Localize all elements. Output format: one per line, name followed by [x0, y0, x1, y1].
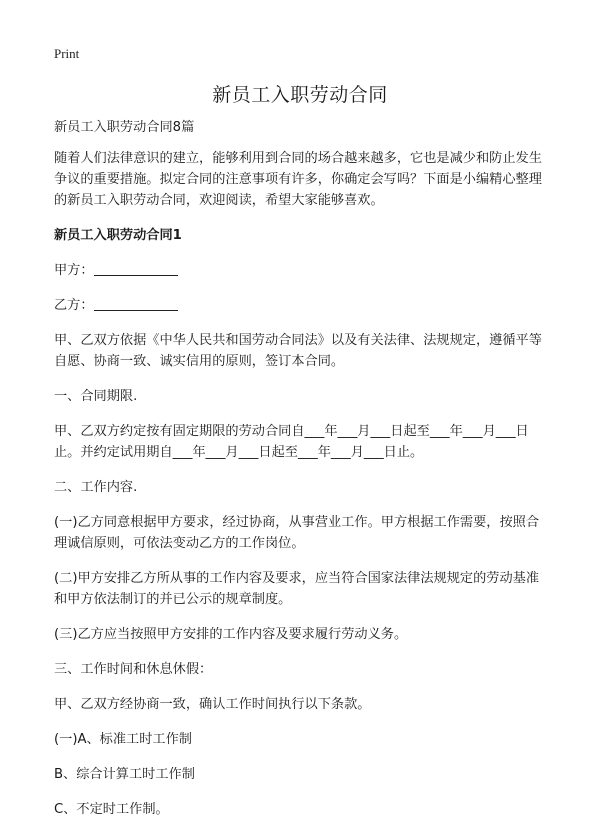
contract-list-item: C、不定时工作制。: [54, 802, 169, 817]
contract-paragraph: (三)乙方应当按照甲方安排的工作内容及要求履行劳动义务。: [54, 627, 408, 642]
document-body: [54, 117, 550, 834]
party-b-line: [54, 295, 550, 316]
intro-paragraph: 随着人们法律意识的建立，能够利用到合同的场合越来越多，它也是减少和防止发生争议的重要措施。拟定合同的注意事项有许多，你确定会写吗？下面是小编精心整理的新员工入职劳动合同，欢迎阅读，希望大家能够喜欢。: [54, 151, 542, 208]
party-b-label: 乙方：: [54, 298, 94, 313]
contract-paragraph: (一)乙方同意根据甲方要求，经过协商，从事营业工作。甲方根据工作需要，按照合理诚信原则，可依法变动乙方的工作岗位。: [54, 515, 540, 551]
contract-clause-heading: 二、工作内容.: [54, 480, 138, 495]
party-a-blank: [94, 261, 178, 276]
document-title: 新员工入职劳动合同: [212, 84, 388, 106]
contract-list-item: (一)A、标准工时工作制: [54, 732, 192, 747]
document-subtitle: 新员工入职劳动合同8篇: [54, 120, 195, 135]
contract-paragraph: (二)甲方安排乙方所从事的工作内容及要求，应当符合国家法律法规规定的劳动基准和甲方依法制订的并已公示的规章制度。: [54, 571, 540, 607]
contract-paragraph: 甲、乙双方依据《中华人民共和国劳动合同法》以及有关法律、法规规定，遵循平等自愿、协商一致、诚实信用的原则，签订本合同。: [54, 333, 542, 369]
print-label: Print: [54, 46, 80, 61]
contract-list-item: B、综合计算工时工作制: [54, 767, 195, 782]
contract-clause-heading: 一、合同期限.: [54, 389, 138, 404]
party-b-blank: [94, 296, 178, 311]
contract-clause-heading: 三、工作时间和休息休假：: [54, 662, 213, 677]
party-a-line: [54, 260, 550, 281]
contract-paragraph: 甲、乙双方经协商一致，确认工作时间执行以下条款。: [54, 697, 371, 712]
contract-paragraph: 甲、乙双方约定按有固定期限的劳动合同自___年___月___日起至___年___月___日止。并约定试用期自___年___月___日起至___年___月___日止。: [54, 424, 529, 460]
party-a-label: 甲方：: [54, 263, 94, 278]
section-heading: 新员工入职劳动合同1: [54, 228, 182, 243]
